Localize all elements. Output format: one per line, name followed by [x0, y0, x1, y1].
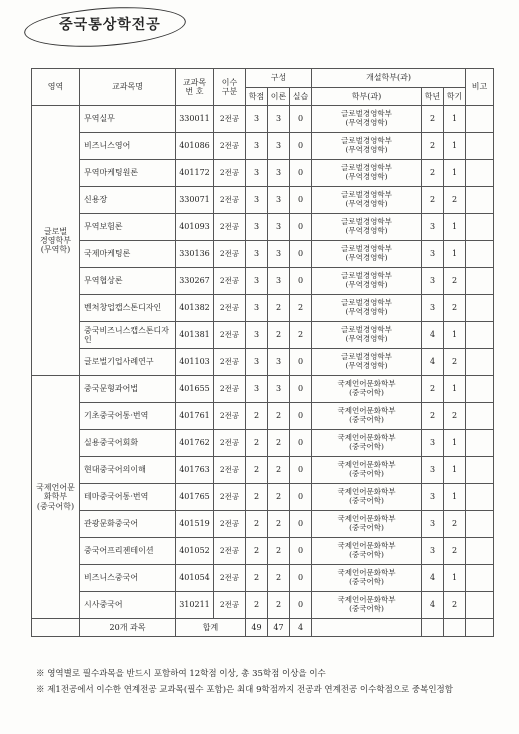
category-cell: 2전공	[214, 349, 246, 376]
table-row	[32, 592, 494, 619]
table-row	[32, 511, 494, 538]
credits-cell: 2	[246, 457, 268, 484]
header-course-name: 교과목명	[80, 69, 176, 106]
remarks-cell	[466, 538, 494, 565]
practice-cell: 0	[290, 268, 312, 295]
offering-dept-cell: 국제언어문화학부 (중국어학)	[312, 376, 422, 403]
category-cell: 2전공	[214, 538, 246, 565]
remarks-cell	[466, 565, 494, 592]
table-row	[32, 403, 494, 430]
course-code-cell: 401761	[176, 403, 214, 430]
theory-cell: 2	[268, 511, 290, 538]
credits-cell: 2	[246, 592, 268, 619]
year-cell: 3	[422, 214, 444, 241]
course-code-cell: 401052	[176, 538, 214, 565]
practice-cell: 0	[290, 430, 312, 457]
semester-cell: 1	[444, 241, 466, 268]
year-cell: 2	[422, 106, 444, 133]
theory-cell: 2	[268, 538, 290, 565]
theory-cell: 3	[268, 106, 290, 133]
course-name-cell: 벤처창업캡스톤디자인	[80, 295, 176, 322]
table-row	[32, 295, 494, 322]
semester-cell: 1	[444, 457, 466, 484]
year-cell: 3	[422, 295, 444, 322]
table-row	[32, 430, 494, 457]
credits-cell: 3	[246, 214, 268, 241]
course-name-cell: 실용중국어회화	[80, 430, 176, 457]
offering-dept-cell: 글로벌경영학부 (무역경영학)	[312, 268, 422, 295]
semester-cell: 1	[444, 106, 466, 133]
table-row	[32, 565, 494, 592]
offering-dept-cell: 글로벌경영학부 (무역경영학)	[312, 160, 422, 187]
theory-cell: 3	[268, 268, 290, 295]
practice-cell: 0	[290, 538, 312, 565]
course-name-cell: 무역보험론	[80, 214, 176, 241]
practice-cell: 0	[290, 403, 312, 430]
offering-dept-cell: 글로벌경영학부 (무역경영학)	[312, 349, 422, 376]
course-code-cell: 330011	[176, 106, 214, 133]
year-cell: 2	[422, 376, 444, 403]
offering-dept-cell: 국제언어문화학부 (중국어학)	[312, 538, 422, 565]
course-name-cell: 비즈니스영어	[80, 133, 176, 160]
course-name-cell: 현대중국어의이해	[80, 457, 176, 484]
category-cell: 2전공	[214, 322, 246, 349]
table-row	[32, 106, 494, 133]
year-cell: 3	[422, 484, 444, 511]
totals-year	[422, 619, 444, 637]
semester-cell: 2	[444, 268, 466, 295]
remarks-cell	[466, 322, 494, 349]
table-row	[32, 160, 494, 187]
category-cell: 2전공	[214, 295, 246, 322]
course-code-cell: 401054	[176, 565, 214, 592]
theory-cell: 3	[268, 349, 290, 376]
year-cell: 2	[422, 133, 444, 160]
course-name-cell: 무역실무	[80, 106, 176, 133]
course-table-body	[32, 106, 494, 619]
note-item: ※ 영역별로 필수과목을 반드시 포함하여 12학점 이상, 총 35학점 이상을 이수	[36, 669, 326, 679]
semester-cell: 2	[444, 187, 466, 214]
header-remarks: 비고	[466, 69, 494, 106]
course-code-cell: 401103	[176, 349, 214, 376]
remarks-cell	[466, 349, 494, 376]
year-cell: 3	[422, 511, 444, 538]
course-code-cell: 401381	[176, 322, 214, 349]
offering-dept-cell: 국제언어문화학부 (중국어학)	[312, 403, 422, 430]
semester-cell: 1	[444, 133, 466, 160]
notes	[36, 666, 506, 698]
remarks-cell	[466, 241, 494, 268]
practice-cell: 0	[290, 592, 312, 619]
header-practice: 실습	[290, 88, 312, 106]
practice-cell: 0	[290, 133, 312, 160]
remarks-cell	[466, 403, 494, 430]
offering-dept-cell: 국제언어문화학부 (중국어학)	[312, 511, 422, 538]
area-cell: 국제언어문 화학부 (중국어학)	[32, 376, 80, 619]
table-row	[32, 457, 494, 484]
course-name-cell: 신용장	[80, 187, 176, 214]
totals-theory: 47	[268, 619, 290, 637]
header-semester: 학기	[444, 88, 466, 106]
totals-course-count: 20개 과목	[80, 619, 176, 637]
year-cell: 2	[422, 403, 444, 430]
remarks-cell	[466, 187, 494, 214]
credits-cell: 3	[246, 322, 268, 349]
course-name-cell: 비즈니스중국어	[80, 565, 176, 592]
course-code-cell: 330136	[176, 241, 214, 268]
category-cell: 2전공	[214, 133, 246, 160]
course-code-cell: 401519	[176, 511, 214, 538]
category-cell: 2전공	[214, 430, 246, 457]
practice-cell: 0	[290, 187, 312, 214]
credits-cell: 2	[246, 565, 268, 592]
note-item: ※ 제1전공에서 이수한 연계전공 교과목(필수 포함)은 최대 9학점까지 전공과 연계전공 이수학점으로 중복인정함	[36, 685, 453, 696]
semester-cell: 1	[444, 430, 466, 457]
remarks-cell	[466, 106, 494, 133]
totals-row	[32, 619, 494, 637]
year-cell: 3	[422, 538, 444, 565]
totals-semester	[444, 619, 466, 637]
theory-cell: 3	[268, 214, 290, 241]
totals-remarks	[466, 619, 494, 637]
year-cell: 2	[422, 160, 444, 187]
semester-cell: 2	[444, 511, 466, 538]
credits-cell: 2	[246, 430, 268, 457]
semester-cell: 1	[444, 376, 466, 403]
offering-dept-cell: 글로벌경영학부 (무역경영학)	[312, 295, 422, 322]
course-table	[31, 68, 494, 637]
theory-cell: 3	[268, 133, 290, 160]
table-row	[32, 241, 494, 268]
category-cell: 2전공	[214, 457, 246, 484]
offering-dept-cell: 글로벌경영학부 (무역경영학)	[312, 214, 422, 241]
credits-cell: 2	[246, 484, 268, 511]
course-code-cell: 401765	[176, 484, 214, 511]
theory-cell: 2	[268, 322, 290, 349]
totals-spacer	[32, 619, 80, 637]
area-cell: 글로벌 경영학부 (무역학)	[32, 106, 80, 376]
table-row	[32, 268, 494, 295]
credits-cell: 3	[246, 376, 268, 403]
practice-cell: 0	[290, 214, 312, 241]
remarks-cell	[466, 133, 494, 160]
credits-cell: 2	[246, 538, 268, 565]
category-cell: 2전공	[214, 241, 246, 268]
course-name-cell: 무역마케팅원론	[80, 160, 176, 187]
credits-cell: 3	[246, 349, 268, 376]
year-cell: 4	[422, 349, 444, 376]
table-row	[32, 133, 494, 160]
remarks-cell	[466, 592, 494, 619]
practice-cell: 0	[290, 484, 312, 511]
offering-dept-cell: 국제언어문화학부 (중국어학)	[312, 592, 422, 619]
course-name-cell: 테마중국어통·번역	[80, 484, 176, 511]
offering-dept-cell: 국제언어문화학부 (중국어학)	[312, 565, 422, 592]
offering-dept-cell: 국제언어문화학부 (중국어학)	[312, 457, 422, 484]
theory-cell: 2	[268, 565, 290, 592]
remarks-cell	[466, 457, 494, 484]
totals-practice: 4	[290, 619, 312, 637]
totals-dept	[312, 619, 422, 637]
course-name-cell: 중국어프리젠테이션	[80, 538, 176, 565]
credits-cell: 3	[246, 241, 268, 268]
header-credits: 학점	[246, 88, 268, 106]
practice-cell: 0	[290, 565, 312, 592]
credits-cell: 3	[246, 268, 268, 295]
header-theory: 이론	[268, 88, 290, 106]
practice-cell: 0	[290, 511, 312, 538]
table-row	[32, 376, 494, 403]
credits-cell: 3	[246, 133, 268, 160]
course-name-cell: 국제마케팅론	[80, 241, 176, 268]
table-row	[32, 349, 494, 376]
totals-credits: 49	[246, 619, 268, 637]
course-code-cell: 401172	[176, 160, 214, 187]
header-course-code: 교과목 번 호	[176, 69, 214, 106]
header-offering: 개설학부(과)	[312, 69, 466, 88]
offering-dept-cell: 국제언어문화학부 (중국어학)	[312, 484, 422, 511]
header-offering-dept: 학부(과)	[312, 88, 422, 106]
table-row	[32, 214, 494, 241]
year-cell: 3	[422, 268, 444, 295]
header-year: 학년	[422, 88, 444, 106]
course-name-cell: 중국비즈니스캡스톤디자인	[80, 322, 176, 349]
semester-cell: 1	[444, 565, 466, 592]
credits-cell: 3	[246, 160, 268, 187]
page-title: 중국통상학전공	[59, 17, 161, 33]
table-row	[32, 538, 494, 565]
offering-dept-cell: 글로벌경영학부 (무역경영학)	[312, 106, 422, 133]
remarks-cell	[466, 484, 494, 511]
course-code-cell: 330267	[176, 268, 214, 295]
category-cell: 2전공	[214, 268, 246, 295]
course-code-cell: 330071	[176, 187, 214, 214]
totals-label: 합계	[176, 619, 246, 637]
semester-cell: 2	[444, 403, 466, 430]
year-cell: 3	[422, 457, 444, 484]
course-code-cell: 401655	[176, 376, 214, 403]
offering-dept-cell: 국제언어문화학부 (중국어학)	[312, 430, 422, 457]
theory-cell: 2	[268, 484, 290, 511]
theory-cell: 3	[268, 241, 290, 268]
theory-cell: 3	[268, 160, 290, 187]
offering-dept-cell: 글로벌경영학부 (무역경영학)	[312, 133, 422, 160]
course-name-cell: 중국문형과어법	[80, 376, 176, 403]
semester-cell: 1	[444, 160, 466, 187]
category-cell: 2전공	[214, 106, 246, 133]
semester-cell: 1	[444, 322, 466, 349]
offering-dept-cell: 글로벌경영학부 (무역경영학)	[312, 187, 422, 214]
course-code-cell: 401093	[176, 214, 214, 241]
theory-cell: 3	[268, 187, 290, 214]
course-code-cell: 401382	[176, 295, 214, 322]
course-code-cell: 401086	[176, 133, 214, 160]
theory-cell: 2	[268, 592, 290, 619]
offering-dept-cell: 글로벌경영학부 (무역경영학)	[312, 322, 422, 349]
year-cell: 2	[422, 187, 444, 214]
table-row	[32, 322, 494, 349]
credits-cell: 3	[246, 106, 268, 133]
practice-cell: 0	[290, 160, 312, 187]
practice-cell: 0	[290, 376, 312, 403]
practice-cell: 2	[290, 295, 312, 322]
category-cell: 2전공	[214, 214, 246, 241]
year-cell: 4	[422, 565, 444, 592]
remarks-cell	[466, 376, 494, 403]
year-cell: 3	[422, 241, 444, 268]
category-cell: 2전공	[214, 592, 246, 619]
category-cell: 2전공	[214, 187, 246, 214]
year-cell: 4	[422, 322, 444, 349]
semester-cell: 1	[444, 484, 466, 511]
category-cell: 2전공	[214, 403, 246, 430]
practice-cell: 0	[290, 349, 312, 376]
category-cell: 2전공	[214, 565, 246, 592]
theory-cell: 2	[268, 457, 290, 484]
course-name-cell: 기초중국어통·번역	[80, 403, 176, 430]
course-name-cell: 관광문화중국어	[80, 511, 176, 538]
course-name-cell: 글로벌기업사례연구	[80, 349, 176, 376]
table-row	[32, 484, 494, 511]
credits-cell: 2	[246, 403, 268, 430]
remarks-cell	[466, 511, 494, 538]
practice-cell: 0	[290, 241, 312, 268]
practice-cell: 0	[290, 457, 312, 484]
course-name-cell: 무역협상론	[80, 268, 176, 295]
course-name-cell: 시사중국어	[80, 592, 176, 619]
remarks-cell	[466, 268, 494, 295]
table-row	[32, 187, 494, 214]
credits-cell: 3	[246, 187, 268, 214]
course-code-cell: 401762	[176, 430, 214, 457]
semester-cell: 2	[444, 295, 466, 322]
credits-cell: 3	[246, 295, 268, 322]
year-cell: 4	[422, 592, 444, 619]
semester-cell: 2	[444, 538, 466, 565]
category-cell: 2전공	[214, 484, 246, 511]
remarks-cell	[466, 430, 494, 457]
course-code-cell: 401763	[176, 457, 214, 484]
category-cell: 2전공	[214, 376, 246, 403]
remarks-cell	[466, 295, 494, 322]
header-composition: 구성	[246, 69, 312, 88]
category-cell: 2전공	[214, 160, 246, 187]
semester-cell: 1	[444, 214, 466, 241]
theory-cell: 2	[268, 430, 290, 457]
theory-cell: 2	[268, 403, 290, 430]
offering-dept-cell: 글로벌경영학부 (무역경영학)	[312, 241, 422, 268]
theory-cell: 2	[268, 295, 290, 322]
remarks-cell	[466, 214, 494, 241]
remarks-cell	[466, 160, 494, 187]
semester-cell: 2	[444, 592, 466, 619]
course-code-cell: 310211	[176, 592, 214, 619]
header-area: 영역	[32, 69, 80, 106]
year-cell: 3	[422, 430, 444, 457]
practice-cell: 2	[290, 322, 312, 349]
semester-cell: 2	[444, 349, 466, 376]
category-cell: 2전공	[214, 511, 246, 538]
theory-cell: 3	[268, 376, 290, 403]
practice-cell: 0	[290, 106, 312, 133]
header-category: 이수 구분	[214, 69, 246, 106]
credits-cell: 2	[246, 511, 268, 538]
